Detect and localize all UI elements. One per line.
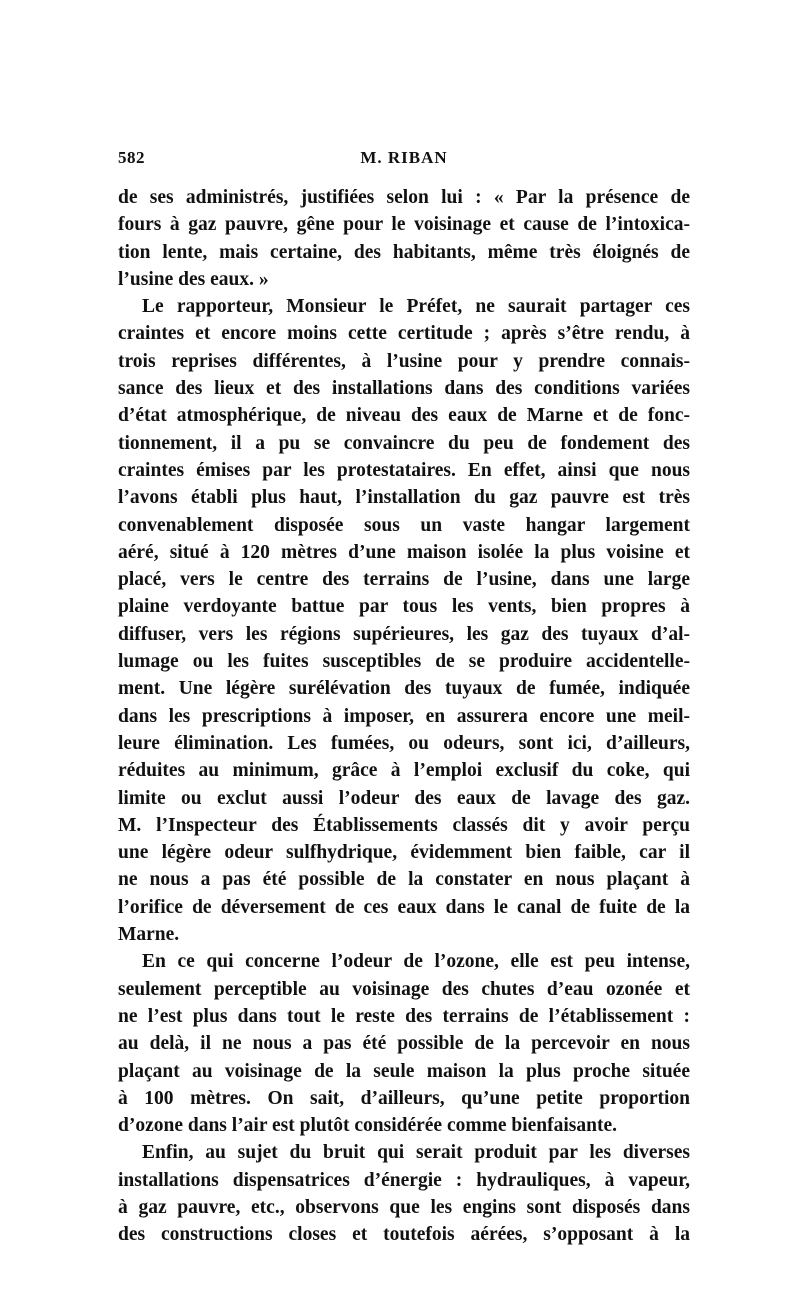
text-line: plaçant au voisinage de la seule maison la plus proche située xyxy=(118,1060,690,1082)
text-line: Le rapporteur, Monsieur le Préfet, ne saurait partager ces xyxy=(142,296,690,318)
text-line: craintes émises par les protestataires. En effet, ainsi que nous xyxy=(118,459,690,481)
text-line: sance des lieux et des installations dans des conditions variées xyxy=(118,378,690,400)
text-line: tionnement, il a pu se convaincre du peu de fondement des xyxy=(118,432,690,454)
text-line: l’avons établi plus haut, l’installation du gaz pauvre est très xyxy=(118,487,690,509)
page-number: 582 xyxy=(118,148,145,167)
text-line: l’orifice de déversement de ces eaux dans le canal de fuite de la xyxy=(118,896,690,918)
text-line: à gaz pauvre, etc., observons que les engins sont disposés dans xyxy=(118,1196,690,1218)
running-head xyxy=(118,148,690,172)
text-line: craintes et encore moins cette certitude ; après s’être rendu, à xyxy=(118,323,690,345)
text-line: d’ozone dans l’air est plutôt considérée comme bienfaisante. xyxy=(118,1115,618,1137)
text-line: réduites au minimum, grâce à l’emploi exclusif du coke, qui xyxy=(118,760,690,782)
text-line: ne l’est plus dans tout le reste des terrains de l’établissement : xyxy=(118,1005,690,1027)
text-line: ment. Une légère surélévation des tuyaux de fumée, indiquée xyxy=(118,678,690,700)
text-line: placé, vers le centre des terrains de l’usine, dans une large xyxy=(118,569,690,591)
text-line: Marne. xyxy=(118,924,180,946)
text-line: tion lente, mais certaine, des habitants, même très éloignés de xyxy=(118,241,690,263)
paragraph-1 xyxy=(118,184,690,293)
text-line: des constructions closes et toutefois aérées, s’opposant à la xyxy=(118,1224,690,1246)
text-line: leure élimination. Les fumées, ou odeurs, sont ici, d’ailleurs, xyxy=(118,732,690,754)
paragraph-2 xyxy=(118,293,690,948)
text-line: l’usine des eaux. » xyxy=(118,268,269,290)
text-line: ne nous a pas été possible de la constater en nous plaçant à xyxy=(118,869,690,891)
paragraph-3 xyxy=(118,948,690,1139)
body-text xyxy=(118,184,690,1249)
text-line: installations dispensatrices d’énergie : hydrauliques, à vapeur, xyxy=(118,1169,690,1191)
text-line: d’état atmosphérique, de niveau des eaux de Marne et de fonc- xyxy=(118,405,690,427)
text-line: En ce qui concerne l’odeur de l’ozone, elle est peu intense, xyxy=(142,951,690,973)
text-line: diffuser, vers les régions supérieures, les gaz des tuyaux d’al- xyxy=(118,623,690,645)
text-line: au delà, il ne nous a pas été possible de la percevoir en nous xyxy=(118,1033,690,1055)
text-line: fours à gaz pauvre, gêne pour le voisinage et cause de l’intoxica- xyxy=(118,214,690,236)
paragraph-4 xyxy=(118,1139,690,1248)
running-title: M. RIBAN xyxy=(360,148,448,167)
text-line: lumage ou les fuites susceptibles de se produire accidentelle- xyxy=(118,651,690,673)
text-line: à 100 mètres. On sait, d’ailleurs, qu’une petite proportion xyxy=(118,1087,690,1109)
text-line: Enfin, au sujet du bruit qui serait produit par les diverses xyxy=(142,1142,690,1164)
text-line: convenablement disposée sous un vaste hangar largement xyxy=(118,514,690,536)
text-line: dans les prescriptions à imposer, en assurera encore une meil- xyxy=(118,705,690,727)
text-line: limite ou exclut aussi l’odeur des eaux de lavage des gaz. xyxy=(118,787,690,809)
text-line: trois reprises différentes, à l’usine pour y prendre connais- xyxy=(118,350,690,372)
text-line: une légère odeur sulfhydrique, évidemment bien faible, car il xyxy=(118,842,690,864)
text-line: plaine verdoyante battue par tous les vents, bien propres à xyxy=(118,596,690,618)
text-line: de ses administrés, justifiées selon lui : « Par la présence de xyxy=(118,187,690,208)
text-line: seulement perceptible au voisinage des chutes d’eau ozonée et xyxy=(118,978,690,1000)
text-line: M. l’Inspecteur des Établissements classés dit y avoir perçu xyxy=(118,814,690,836)
text-line: aéré, situé à 120 mètres d’une maison isolée la plus voisine et xyxy=(118,541,690,563)
